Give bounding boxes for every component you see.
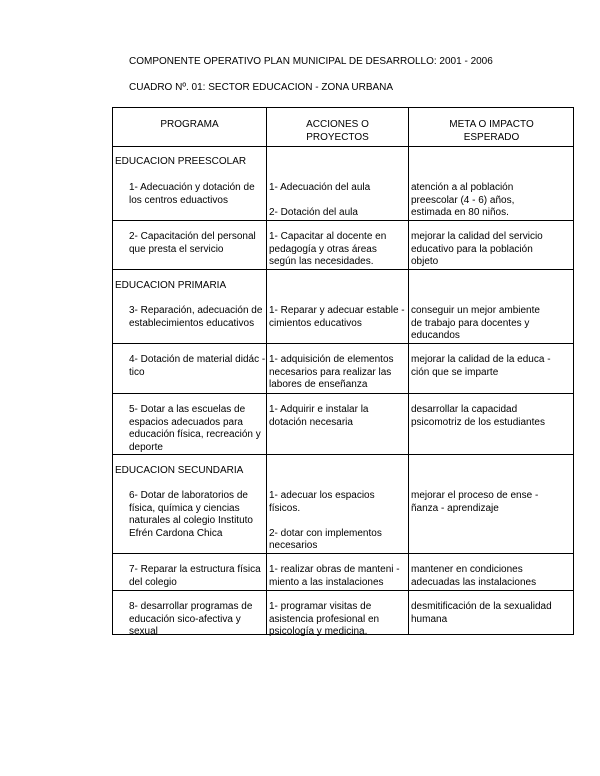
- cell-line: ción que se imparte: [411, 366, 499, 378]
- cell-line: labores de enseñanza: [269, 379, 368, 390]
- row-divider: [113, 269, 573, 270]
- cell-line: educación física, recreación y: [129, 429, 261, 440]
- section-preescolar: EDUCACION PREESCOLAR: [115, 156, 247, 167]
- cell-line: 1- Reparar y adecuar estable -: [269, 305, 405, 316]
- cell-line: psicomotriz de los estudiantes: [411, 416, 545, 428]
- cell-line: atención a al población: [411, 182, 514, 193]
- cell-line: estimada en 80 niños.: [411, 207, 509, 218]
- cell-line: que presta el servicio: [129, 243, 224, 255]
- cell-line: 2- Capacitación del personal: [129, 231, 256, 242]
- row-4-meta: [411, 354, 575, 379]
- cell-line: los centros eduactivos: [129, 194, 228, 206]
- cell-line: establecimientos educativos: [129, 317, 255, 329]
- row-3-acciones: [269, 305, 407, 330]
- cell-line: preescolar (4 - 6) años,: [411, 194, 515, 206]
- row-2-acciones: [269, 231, 407, 269]
- row-divider: [113, 393, 573, 394]
- cell-line: Efrén Cardona Chica: [129, 527, 223, 539]
- cell-line: educativo para la población: [411, 243, 533, 255]
- column-divider: [408, 108, 409, 634]
- cell-line: 1- programar visitas de: [269, 601, 372, 612]
- cell-line: 7- Reparar la estructura física: [129, 564, 261, 575]
- cell-line: mejorar la calidad del servicio: [411, 231, 543, 242]
- cell-line: 1- adquisición de elementos: [269, 354, 394, 365]
- cell-line: 2- dotar con implementos: [269, 527, 382, 539]
- cell-line: deporte: [129, 441, 163, 453]
- row-4-acciones: [269, 354, 407, 392]
- section-secundaria: EDUCACION SECUNDARIA: [115, 465, 244, 476]
- row-4-programa: [129, 354, 269, 379]
- cell-line: tico: [129, 366, 145, 378]
- cell-line: 6- Dotar de laboratorios de: [129, 490, 248, 501]
- row-7-acciones: [269, 564, 407, 589]
- cell-line: educación sico-afectiva y: [129, 613, 241, 625]
- cell-line: humana: [411, 613, 448, 625]
- row-2-meta: [411, 231, 575, 269]
- cell-line: espacios adecuados para: [129, 416, 243, 428]
- cell-line: miento a las instalaciones: [269, 576, 384, 588]
- row-2-programa: [129, 231, 269, 256]
- document-title: COMPONENTE OPERATIVO PLAN MUNICIPAL DE DESARROLLO: 2001 - 2006: [129, 56, 493, 67]
- row-divider: [113, 220, 573, 221]
- cell-line: mantener en condiciones: [411, 564, 523, 575]
- table-caption: CUADRO Nº. 01: SECTOR EDUCACION - ZONA URBANA: [129, 82, 394, 93]
- cell-line: desmitificación de la sexualidad: [411, 601, 552, 612]
- row-3-meta: [411, 305, 575, 343]
- row-7-meta: [411, 564, 575, 589]
- header-programa: PROGRAMA: [160, 119, 219, 130]
- row-1-meta: [411, 182, 575, 220]
- header-meta-line: ESPERADO: [463, 131, 520, 143]
- header-meta-line: META O IMPACTO: [449, 119, 534, 130]
- cell-line: 1- Adquirir e instalar la: [269, 404, 369, 415]
- header-acciones-line: ACCIONES O: [306, 119, 369, 130]
- row-8-acciones: [269, 601, 407, 639]
- row-divider: [113, 590, 573, 591]
- cell-line: 5- Dotar a las escuelas de: [129, 404, 246, 415]
- row-divider: [113, 146, 573, 147]
- header-acciones: [267, 119, 408, 144]
- cell-line: del colegio: [129, 576, 177, 588]
- cell-line: 8- desarrollar programas de: [129, 601, 253, 612]
- cell-line: 2- Dotación del aula: [269, 207, 358, 218]
- cell-line: 4- Dotación de material didác -: [129, 354, 266, 365]
- cell-line: físicos.: [269, 502, 301, 514]
- education-table: [112, 107, 574, 635]
- cell-line: necesarios: [269, 540, 318, 551]
- cell-line: objeto: [411, 256, 439, 267]
- row-8-programa: [129, 601, 269, 639]
- cell-line: psicología y medicina.: [269, 626, 368, 637]
- cell-line: 1- Adecuación y dotación de: [129, 182, 255, 193]
- cell-line: necesarios para realizar las: [269, 366, 392, 378]
- cell-line: 1- Capacitar al docente en: [269, 231, 387, 242]
- cell-line: asistencia profesional en: [269, 613, 380, 625]
- cell-line: de trabajo para docentes y: [411, 317, 530, 329]
- cell-line: adecuadas las instalaciones: [411, 576, 537, 588]
- header-meta: [409, 119, 574, 144]
- cell-line: desarrollar la capacidad: [411, 404, 518, 415]
- row-6-meta: [411, 490, 575, 515]
- row-divider: [113, 454, 573, 455]
- cell-line: educandos: [411, 330, 460, 341]
- cell-line: conseguir un mejor ambiente: [411, 305, 540, 316]
- row-8-meta: [411, 601, 575, 626]
- row-5-programa: [129, 404, 269, 454]
- cell-line: pedagogía y otras áreas: [269, 243, 377, 255]
- row-7-programa: [129, 564, 269, 589]
- header-acciones-line: PROYECTOS: [306, 131, 369, 143]
- cell-line: 1- adecuar los espacios: [269, 490, 375, 501]
- cell-line: sexual: [129, 626, 158, 637]
- cell-line: física, química y ciencias: [129, 502, 240, 514]
- cell-line: ñanza - aprendizaje: [411, 502, 499, 514]
- cell-line: [269, 195, 407, 208]
- cell-line: mejorar la calidad de la educa -: [411, 354, 551, 365]
- row-3-programa: [129, 305, 269, 330]
- cell-line: 1- Adecuación del aula: [269, 182, 371, 193]
- cell-line: 1- realizar obras de manteni -: [269, 564, 400, 575]
- row-6-acciones: [269, 490, 407, 553]
- row-5-meta: [411, 404, 575, 429]
- row-5-acciones: [269, 404, 407, 429]
- row-divider: [113, 553, 573, 554]
- row-1-programa: [129, 182, 269, 207]
- cell-line: naturales al colegio Instituto: [129, 515, 253, 526]
- cell-line: 3- Reparación, adecuación de: [129, 305, 263, 316]
- row-divider: [113, 343, 573, 344]
- cell-line: mejorar el proceso de ense -: [411, 490, 539, 501]
- cell-line: según las necesidades.: [269, 256, 374, 267]
- section-primaria: EDUCACION PRIMARIA: [115, 280, 227, 291]
- row-6-programa: [129, 490, 269, 540]
- cell-line: [269, 515, 407, 528]
- cell-line: cimientos educativos: [269, 317, 362, 329]
- row-1-acciones: [269, 182, 407, 220]
- cell-line: dotación necesaria: [269, 416, 353, 428]
